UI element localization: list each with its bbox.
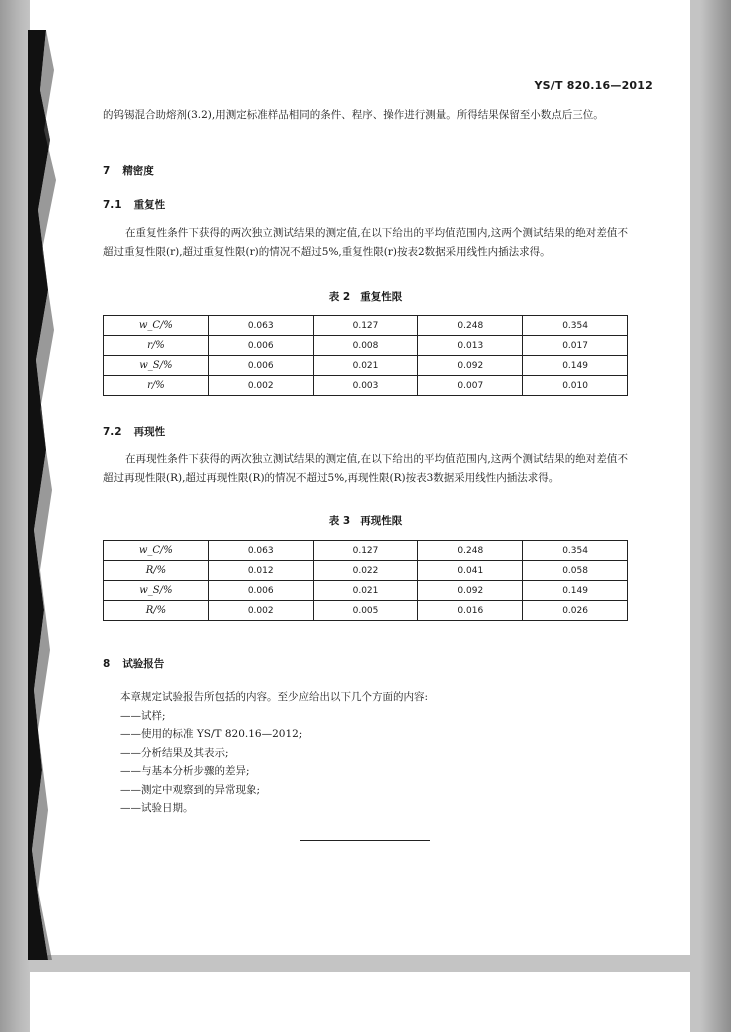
section-7-2-heading <box>103 424 165 439</box>
list-item: ——试验日期。 <box>120 802 194 814</box>
table-cell: 0.013 <box>418 336 523 356</box>
table-row <box>104 316 628 336</box>
table-cell: 0.041 <box>418 561 523 581</box>
table-cell: 0.063 <box>208 316 313 336</box>
table-cell: 0.149 <box>523 581 628 601</box>
table-cell: 0.127 <box>313 541 418 561</box>
repeatability-paragraph: 在重复性条件下获得的两次独立测试结果的测定值,在以下给出的平均值范围内,这两个测试结果的绝对差值不超过重复性限(r),超过重复性限(r)的情况不超过5%,重复性限(r)按表2数据采用线性内插法求得。 <box>103 227 628 258</box>
scan-edge-shadow <box>28 30 68 960</box>
intro-paragraph: 的钨锡混合助熔剂(3.2),用测定标准样品相同的条件、程序、操作进行测量。所得结果保留至小数点后三位。 <box>103 109 604 121</box>
table-cell: 0.022 <box>313 561 418 581</box>
row-label: R/% <box>104 601 209 621</box>
table-cell: 0.354 <box>523 541 628 561</box>
table-cell: 0.003 <box>313 376 418 396</box>
table-row <box>104 561 628 581</box>
section-title: 试验报告 <box>122 658 165 670</box>
list-item: ——试样; <box>120 709 166 722</box>
row-label: r/% <box>104 376 209 396</box>
table-row <box>104 376 628 396</box>
caption-title: 再现性限 <box>360 515 403 527</box>
table-row <box>104 581 628 601</box>
table-cell: 0.006 <box>208 336 313 356</box>
table-cell: 0.058 <box>523 561 628 581</box>
table-row <box>104 601 628 621</box>
table-row <box>104 541 628 561</box>
section-title: 再现性 <box>133 426 166 438</box>
table-cell: 0.012 <box>208 561 313 581</box>
table-cell: 0.149 <box>523 356 628 376</box>
list-item: ——使用的标准 YS/T 820.16—2012; <box>120 728 303 740</box>
table-cell: 0.002 <box>208 601 313 621</box>
caption-number: 表 3 <box>328 515 351 527</box>
row-label: w_S/% <box>104 581 209 601</box>
section-8-heading <box>103 656 164 671</box>
list-item: ——与基本分析步骤的差异; <box>120 765 250 777</box>
section-7-heading <box>103 163 154 178</box>
table-cell: 0.005 <box>313 601 418 621</box>
reproducibility-paragraph: 在再现性条件下获得的两次独立测试结果的测定值,在以下给出的平均值范围内,这两个测试结果的绝对差值不超过再现性限(R),超过再现性限(R)的情况不超过5%,再现性限(R)按表3数据采用线性内插法求得。 <box>103 453 628 484</box>
section-number: 8 <box>103 658 111 670</box>
table-cell: 0.007 <box>418 376 523 396</box>
row-label: R/% <box>104 561 209 581</box>
caption-number: 表 2 <box>328 291 351 303</box>
table-cell: 0.127 <box>313 316 418 336</box>
report-content-list <box>120 688 428 818</box>
table-2-caption <box>0 289 731 304</box>
table-cell: 0.016 <box>418 601 523 621</box>
table-cell: 0.026 <box>523 601 628 621</box>
table-cell: 0.092 <box>418 356 523 376</box>
list-item: ——测定中观察到的异常现象; <box>120 783 261 796</box>
next-page <box>30 972 690 1032</box>
end-rule <box>300 840 430 841</box>
row-label: w_C/% <box>104 316 209 336</box>
table-cell: 0.354 <box>523 316 628 336</box>
table-cell: 0.063 <box>208 541 313 561</box>
table-cell: 0.248 <box>418 541 523 561</box>
caption-title: 重复性限 <box>360 291 403 303</box>
table-3-caption <box>0 513 731 528</box>
section-number: 7.2 <box>103 426 122 438</box>
table-cell: 0.021 <box>313 356 418 376</box>
list-intro: 本章规定试验报告所包括的内容。至少应给出以下几个方面的内容: <box>120 691 429 703</box>
section-title: 精密度 <box>122 165 154 177</box>
table-cell: 0.006 <box>208 356 313 376</box>
table-cell: 0.006 <box>208 581 313 601</box>
section-number: 7 <box>103 165 111 177</box>
table-cell: 0.010 <box>523 376 628 396</box>
table-cell: 0.008 <box>313 336 418 356</box>
table-cell: 0.017 <box>523 336 628 356</box>
list-item: ——分析结果及其表示; <box>120 746 229 759</box>
table-cell: 0.021 <box>313 581 418 601</box>
reproducibility-table <box>103 540 628 621</box>
row-label: w_C/% <box>104 541 209 561</box>
repeatability-table <box>103 315 628 396</box>
standard-number: YS/T 820.16—2012 <box>534 79 653 92</box>
section-title: 重复性 <box>133 199 166 211</box>
section-7-1-heading <box>103 197 165 212</box>
row-label: r/% <box>104 336 209 356</box>
table-cell: 0.092 <box>418 581 523 601</box>
table-cell: 0.002 <box>208 376 313 396</box>
table-row <box>104 336 628 356</box>
table-row <box>104 356 628 376</box>
section-number: 7.1 <box>103 199 122 211</box>
table-cell: 0.248 <box>418 316 523 336</box>
row-label: w_S/% <box>104 356 209 376</box>
